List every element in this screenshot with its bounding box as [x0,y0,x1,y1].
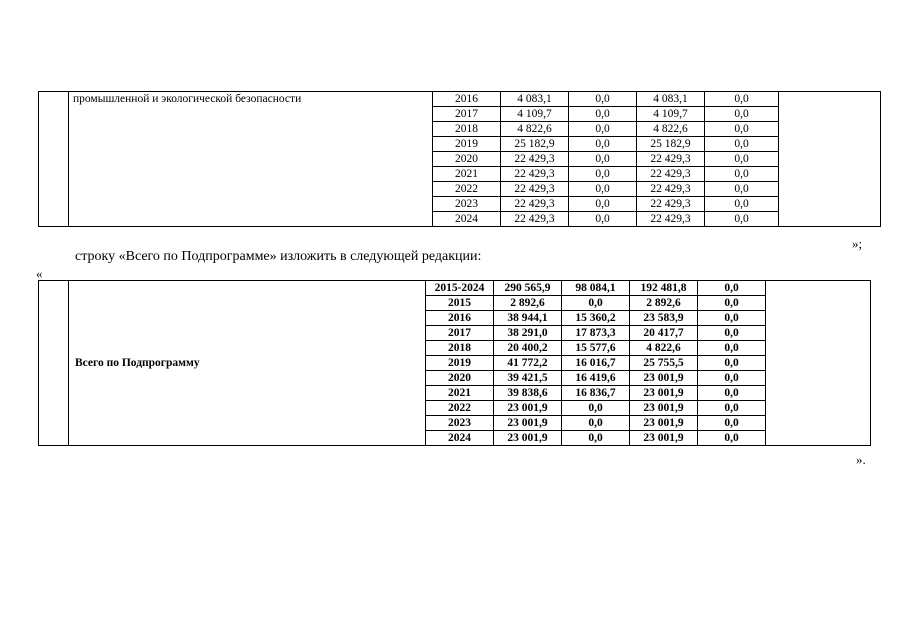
empty-cell [779,92,881,227]
federal-budget-cell: 0,0 [569,152,637,167]
total-cell: 4 822,6 [501,122,569,137]
year-cell: 2019 [433,137,501,152]
total-cell: 23 001,9 [494,431,562,446]
total-cell: 22 429,3 [501,167,569,182]
year-cell: 2020 [426,371,494,386]
other-sources-cell: 0,0 [698,311,766,326]
year-cell: 2024 [426,431,494,446]
total-cell: 22 429,3 [501,197,569,212]
year-cell: 2023 [426,416,494,431]
regional-budget-cell: 25 755,5 [630,356,698,371]
regional-budget-cell: 22 429,3 [637,197,705,212]
regional-budget-cell: 23 001,9 [630,401,698,416]
opening-quote-2: « [36,266,43,281]
other-sources-cell: 0,0 [698,356,766,371]
regional-budget-cell: 22 429,3 [637,212,705,227]
other-sources-cell: 0,0 [705,197,779,212]
other-sources-cell: 0,0 [705,212,779,227]
federal-budget-cell: 0,0 [569,167,637,182]
regional-budget-cell: 4 822,6 [637,122,705,137]
closing-quote-1: »; [852,236,863,251]
year-cell: 2020 [433,152,501,167]
regional-budget-cell: 20 417,7 [630,326,698,341]
federal-budget-cell: 0,0 [569,197,637,212]
other-sources-cell: 0,0 [705,137,779,152]
description-cell: Всего по Подпрограмму [69,281,426,446]
year-cell: 2021 [433,167,501,182]
other-sources-cell: 0,0 [698,341,766,356]
total-cell: 23 001,9 [494,416,562,431]
regional-budget-cell: 23 001,9 [630,416,698,431]
federal-budget-cell: 17 873,3 [562,326,630,341]
description-cell: промышленной и экологической безопасности [69,92,433,227]
year-cell: 2022 [433,182,501,197]
total-cell: 20 400,2 [494,341,562,356]
federal-budget-cell: 0,0 [569,137,637,152]
other-sources-cell: 0,0 [698,326,766,341]
index-cell [39,92,69,227]
other-sources-cell: 0,0 [705,107,779,122]
other-sources-cell: 0,0 [705,122,779,137]
total-cell: 22 429,3 [501,212,569,227]
total-cell: 4 109,7 [501,107,569,122]
amendment-paragraph: строку «Всего по Подпрограмме» изложить в следующей редакции: [75,249,482,264]
total-cell: 22 429,3 [501,182,569,197]
federal-budget-cell: 0,0 [569,182,637,197]
table-row [39,281,871,296]
empty-cell [766,281,871,446]
total-cell: 4 083,1 [501,92,569,107]
year-cell: 2019 [426,356,494,371]
year-cell: 2015 [426,296,494,311]
other-sources-cell: 0,0 [698,296,766,311]
table-row [39,92,881,107]
federal-budget-cell: 0,0 [569,122,637,137]
regional-budget-cell: 22 429,3 [637,167,705,182]
total-cell: 2 892,6 [494,296,562,311]
regional-budget-cell: 2 892,6 [630,296,698,311]
regional-budget-cell: 192 481,8 [630,281,698,296]
year-cell: 2016 [426,311,494,326]
federal-budget-cell: 0,0 [562,401,630,416]
regional-budget-cell: 22 429,3 [637,182,705,197]
subprogram-item-table [38,91,881,227]
regional-budget-cell: 4 822,6 [630,341,698,356]
year-cell: 2024 [433,212,501,227]
total-cell: 41 772,2 [494,356,562,371]
federal-budget-cell: 16 419,6 [562,371,630,386]
regional-budget-cell: 25 182,9 [637,137,705,152]
regional-budget-cell: 4 083,1 [637,92,705,107]
year-cell: 2015-2024 [426,281,494,296]
regional-budget-cell: 22 429,3 [637,152,705,167]
regional-budget-cell: 4 109,7 [637,107,705,122]
total-cell: 22 429,3 [501,152,569,167]
federal-budget-cell: 0,0 [562,296,630,311]
regional-budget-cell: 23 001,9 [630,371,698,386]
year-cell: 2017 [433,107,501,122]
other-sources-cell: 0,0 [698,401,766,416]
total-cell: 39 838,6 [494,386,562,401]
other-sources-cell: 0,0 [705,167,779,182]
other-sources-cell: 0,0 [705,92,779,107]
subprogram-total-table [38,280,871,446]
other-sources-cell: 0,0 [698,416,766,431]
other-sources-cell: 0,0 [698,371,766,386]
total-cell: 25 182,9 [501,137,569,152]
total-cell: 290 565,9 [494,281,562,296]
other-sources-cell: 0,0 [698,386,766,401]
total-cell: 38 291,0 [494,326,562,341]
other-sources-cell: 0,0 [698,431,766,446]
total-cell: 38 944,1 [494,311,562,326]
federal-budget-cell: 0,0 [562,431,630,446]
federal-budget-cell: 98 084,1 [562,281,630,296]
total-cell: 39 421,5 [494,371,562,386]
year-cell: 2017 [426,326,494,341]
federal-budget-cell: 0,0 [562,416,630,431]
federal-budget-cell: 16 016,7 [562,356,630,371]
year-cell: 2022 [426,401,494,416]
index-cell [39,281,69,446]
year-cell: 2018 [426,341,494,356]
year-cell: 2018 [433,122,501,137]
year-cell: 2021 [426,386,494,401]
year-cell: 2023 [433,197,501,212]
federal-budget-cell: 0,0 [569,212,637,227]
federal-budget-cell: 0,0 [569,107,637,122]
federal-budget-cell: 0,0 [569,92,637,107]
other-sources-cell: 0,0 [705,182,779,197]
regional-budget-cell: 23 583,9 [630,311,698,326]
federal-budget-cell: 15 360,2 [562,311,630,326]
total-cell: 23 001,9 [494,401,562,416]
regional-budget-cell: 23 001,9 [630,431,698,446]
federal-budget-cell: 16 836,7 [562,386,630,401]
other-sources-cell: 0,0 [698,281,766,296]
federal-budget-cell: 15 577,6 [562,341,630,356]
other-sources-cell: 0,0 [705,152,779,167]
year-cell: 2016 [433,92,501,107]
regional-budget-cell: 23 001,9 [630,386,698,401]
closing-quote-2: ». [856,452,866,467]
